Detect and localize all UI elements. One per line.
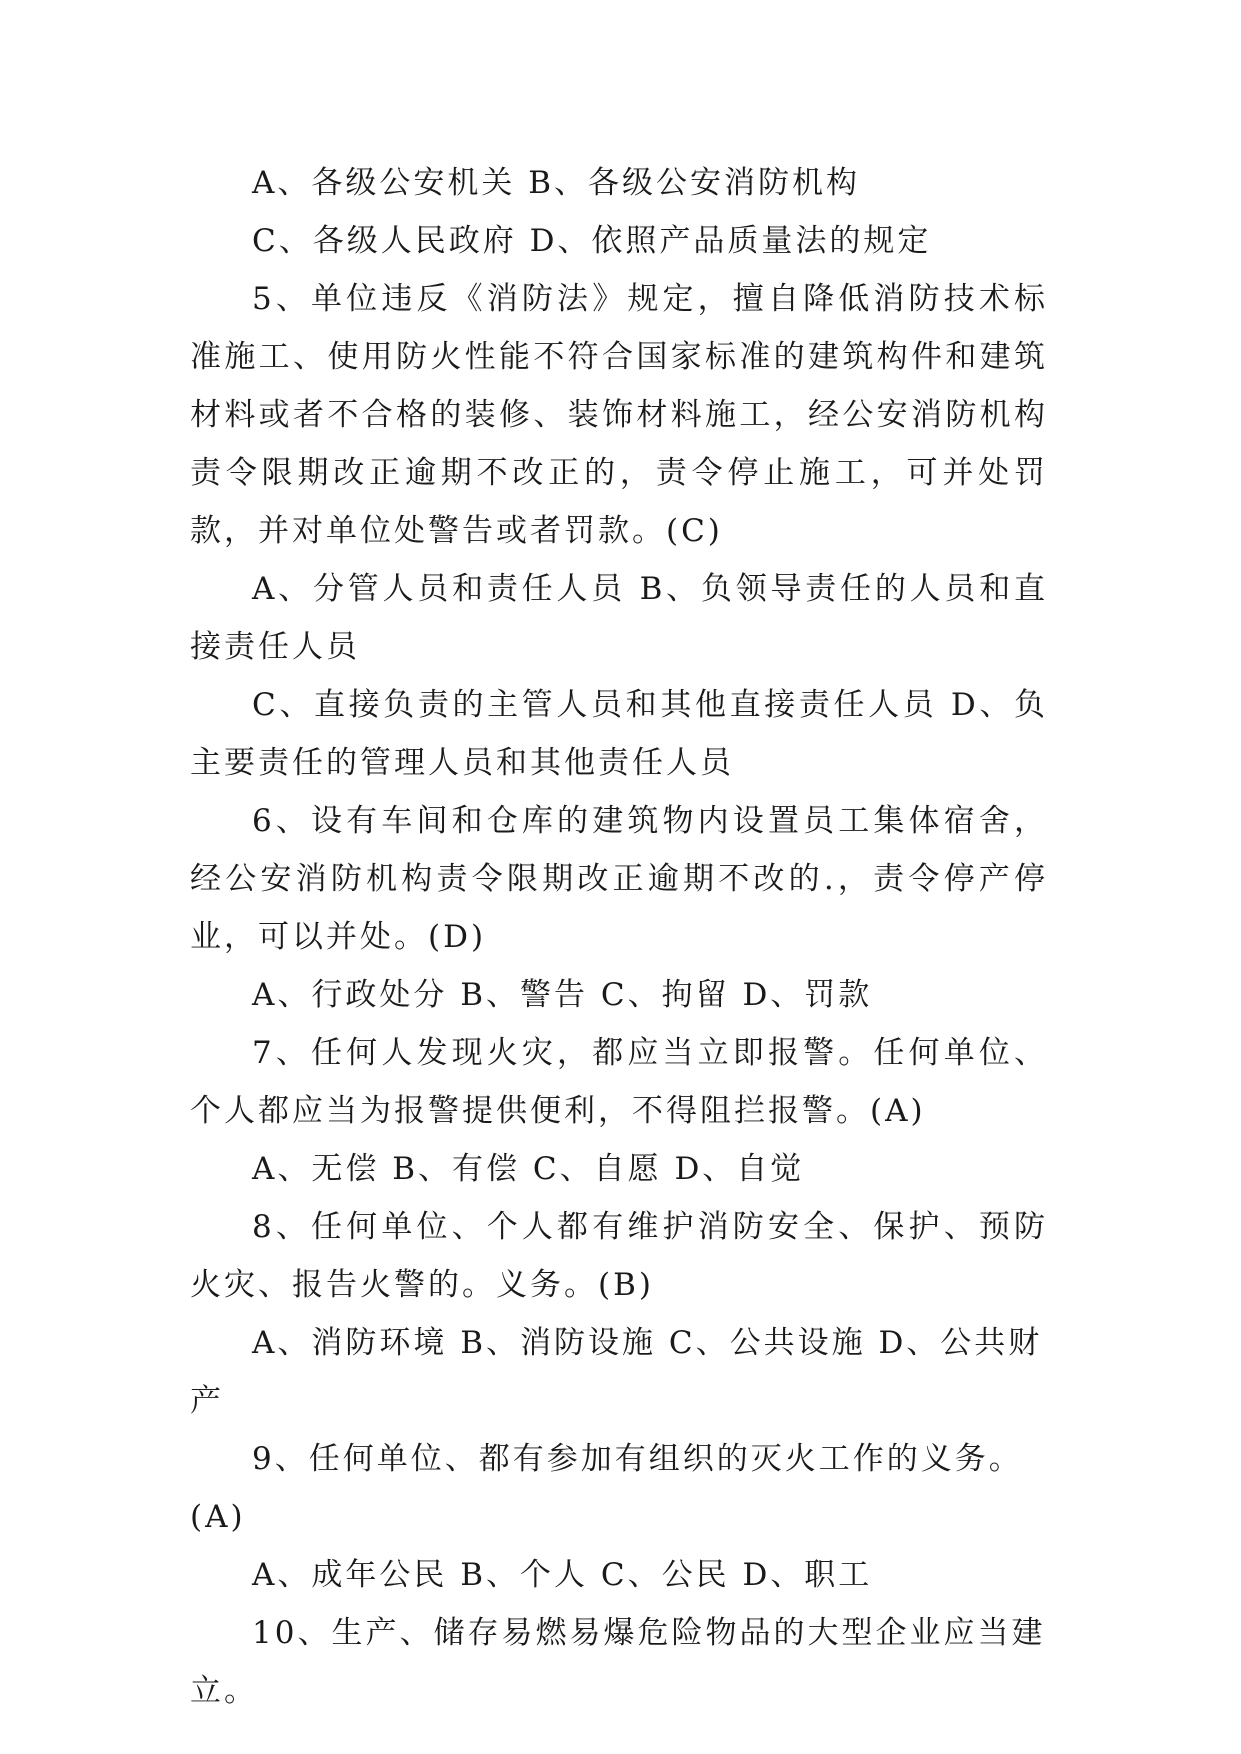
option-line: A、行政处分 B、警告 C、拘留 D、罚款 (252, 977, 873, 1013)
question-paragraph: 8、任何单位、个人都有维护消防安全、保护、预防火灾、报告火警的。义务。(B) (190, 1209, 1048, 1303)
question-paragraph: 9、任何单位、都有参加有组织的灭火工作的义务。(A) (190, 1441, 1023, 1535)
option-line: A、各级公安机关 B、各级公安消防机构 (252, 165, 861, 201)
option-line: A、成年公民 B、个人 C、公民 D、职工 (252, 1557, 873, 1593)
option-line: C、各级人民政府 D、依照产品质量法的规定 (252, 223, 932, 259)
option-line: A、无偿 B、有偿 C、自愿 D、自觉 (252, 1151, 805, 1187)
option-line: A、消防环境 B、消防设施 C、公共设施 D、公共财产 (190, 1325, 1043, 1419)
question-paragraph: 10、生产、储存易燃易爆危险物品的大型企业应当建立。 (190, 1615, 1046, 1709)
question-paragraph: 6、设有车间和仓库的建筑物内设置员工集体宿舍，经公安消防机构责令限期改正逾期不改的.，责令停产停业，可以并处。(D) (190, 803, 1048, 955)
question-paragraph: 7、任何人发现火灾，都应当立即报警。任何单位、个人都应当为报警提供便利，不得阻拦报警。(A) (190, 1035, 1048, 1129)
document-body (190, 154, 1048, 1720)
question-paragraph: 5、单位违反《消防法》规定，擅自降低消防技术标准施工、使用防火性能不符合国家标准的建筑构件和建筑材料或者不合格的装修、装饰材料施工，经公安消防机构责令限期改正逾期不改正的，责令停止施工，可并处罚款，并对单位处警告或者罚款。(C) (190, 281, 1048, 549)
option-line: C、直接负责的主管人员和其他直接责任人员 D、负主要责任的管理人员和其他责任人员 (190, 687, 1048, 781)
option-line: A、分管人员和责任人员 B、负领导责任的人员和直接责任人员 (190, 571, 1048, 665)
